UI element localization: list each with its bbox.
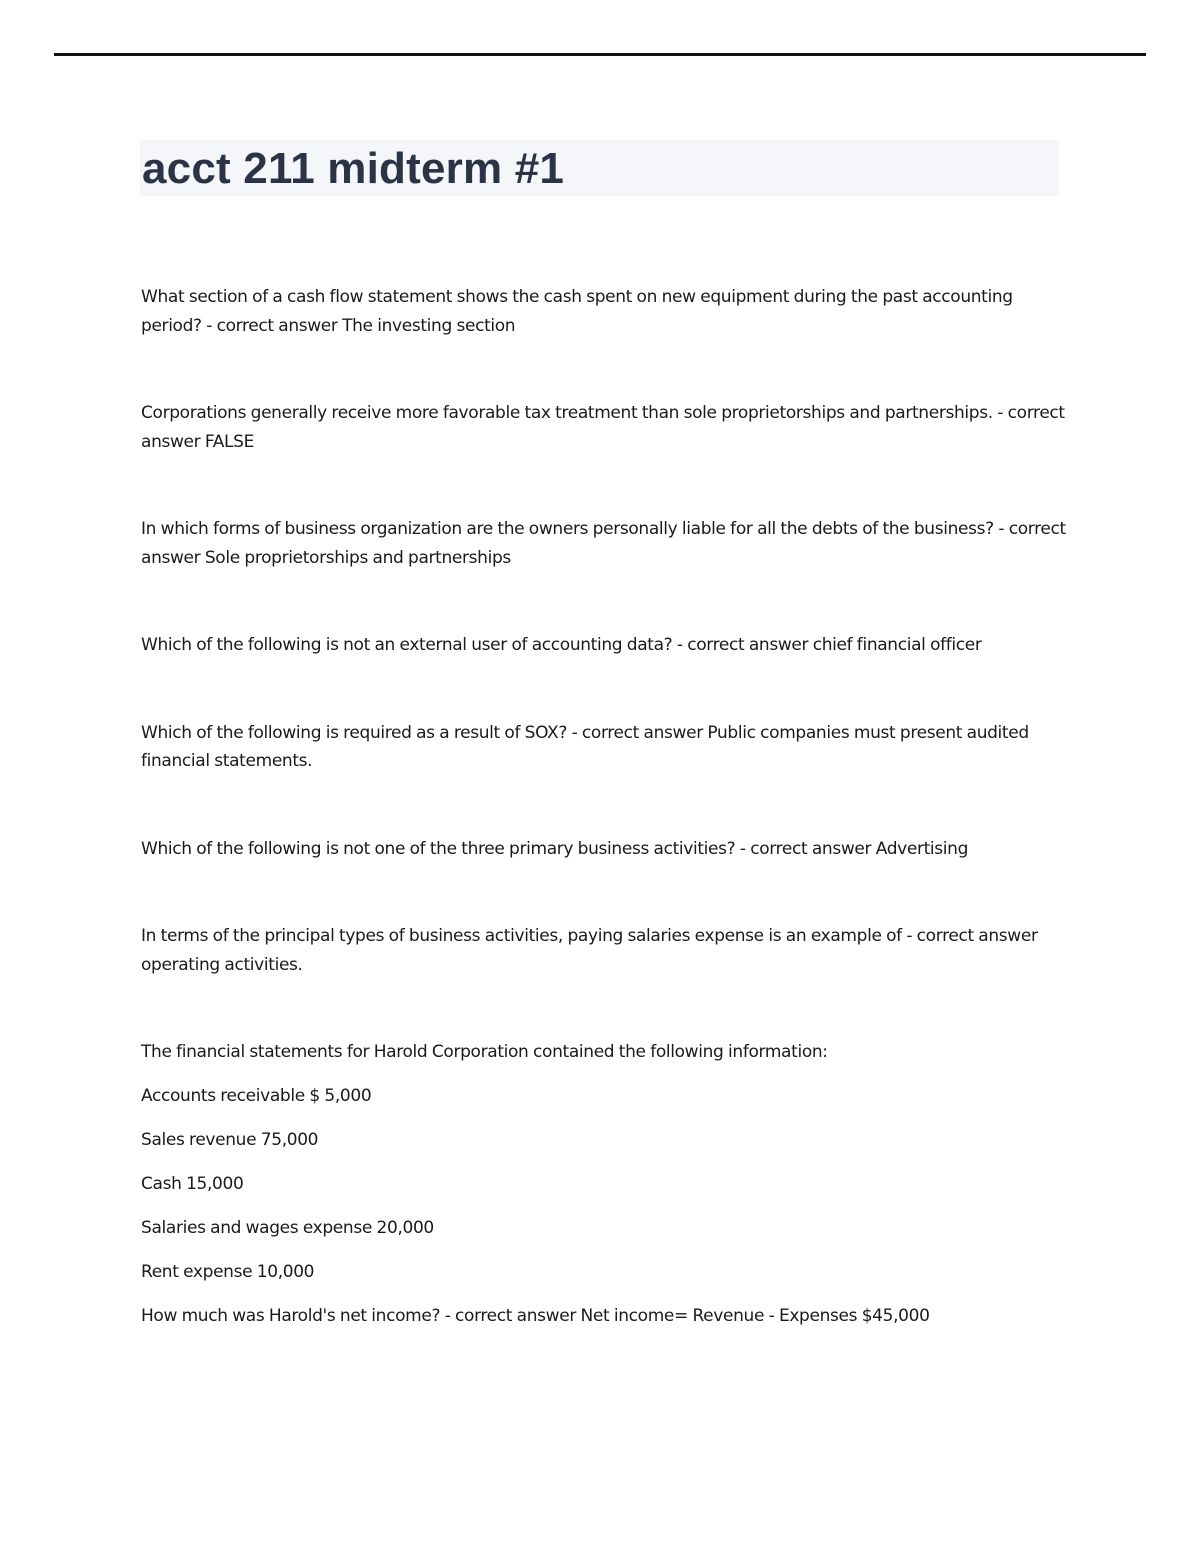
- question-answer-1: What section of a cash flow statement shows the cash spent on new equipment during the past accounting period? - correct answer The investing section: [141, 287, 1013, 336]
- document-body: [141, 283, 1071, 1346]
- harold-question-answer: How much was Harold's net income? - correct answer Net income= Revenue - Expenses $45,000: [141, 1306, 930, 1326]
- document-title: acct 211 midterm #1: [142, 144, 565, 193]
- harold-item-rent-expense: Rent expense 10,000: [141, 1262, 315, 1282]
- question-answer-7: In terms of the principal types of business activities, paying salaries expense is an example of - correct answer operating activities.: [141, 926, 1038, 975]
- harold-item-accounts-receivable: Accounts receivable $ 5,000: [141, 1086, 372, 1106]
- harold-item-sales-revenue: Sales revenue 75,000: [141, 1130, 319, 1150]
- harold-item-salaries-wages: Salaries and wages expense 20,000: [141, 1218, 434, 1238]
- harold-item-cash: Cash 15,000: [141, 1174, 244, 1194]
- question-answer-3: In which forms of business organization are the owners personally liable for all the debts of the business? - correct answer Sole proprietorships and partnerships: [141, 519, 1066, 568]
- question-answer-6: Which of the following is not one of the three primary business activities? - correct answer Advertising: [141, 838, 969, 859]
- top-horizontal-rule: [54, 53, 1146, 56]
- question-answer-4: Which of the following is not an external user of accounting data? - correct answer chief financial officer: [141, 635, 982, 655]
- question-answer-2: Corporations generally receive more favorable tax treatment than sole proprietorships and partnerships. - correct answer FALSE: [141, 403, 1065, 452]
- harold-intro: The financial statements for Harold Corporation contained the following information:: [141, 1042, 828, 1062]
- question-answer-5: Which of the following is required as a result of SOX? - correct answer Public companies must present audited financial statements.: [141, 722, 1029, 771]
